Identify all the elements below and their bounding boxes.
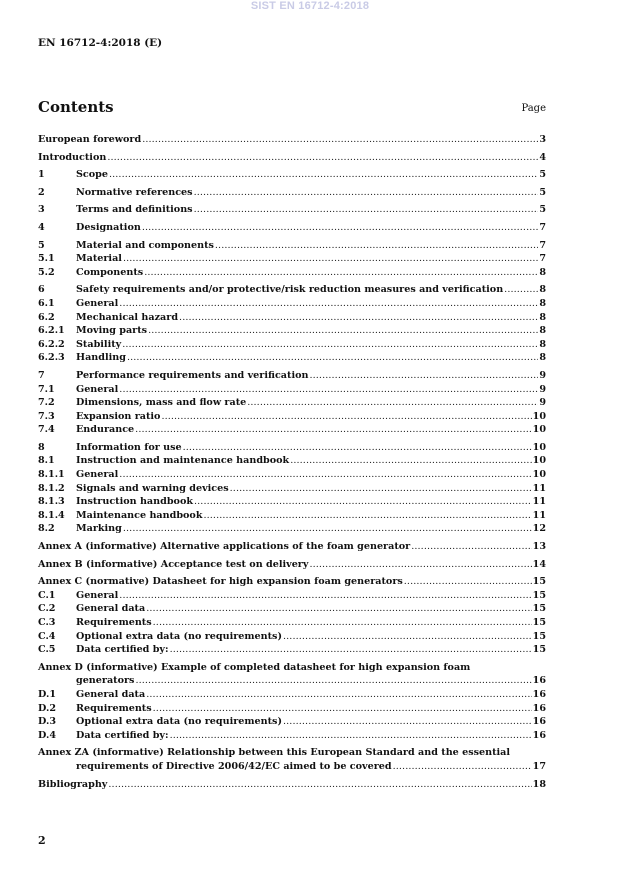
- toc-entry[interactable]: [38, 396, 546, 410]
- toc-entry-number: 7.1: [38, 383, 55, 395]
- toc-leader-dots: [146, 602, 531, 616]
- toc-entry-page: 14: [532, 558, 546, 570]
- toc-entry-title: Signals and warning devices: [76, 482, 229, 494]
- toc-entry-title: General data: [76, 688, 146, 700]
- toc-leader-dots: [144, 266, 538, 280]
- toc-leader-dots: [127, 351, 538, 365]
- toc-entry-number: 6.2: [38, 311, 55, 323]
- toc-leader-dots: [283, 715, 532, 729]
- toc-entry-title: Terms and definitions: [76, 204, 193, 216]
- toc-entry-number: 8.1.3: [38, 496, 65, 508]
- toc-entry-number: 6.2.3: [38, 352, 65, 364]
- toc-entry-title: Components: [76, 266, 144, 278]
- toc-entry[interactable]: [38, 297, 546, 311]
- table-of-contents: [38, 129, 546, 791]
- toc-leader-dots: [179, 311, 538, 325]
- toc-entry-number: 6: [38, 284, 45, 296]
- toc-entry-title: Maintenance handbook: [76, 509, 203, 521]
- toc-entry-page: 10: [532, 441, 546, 453]
- toc-entry-page: 17: [532, 760, 546, 772]
- toc-entry-page: 8: [539, 325, 546, 337]
- toc-entry-page: 8: [539, 338, 546, 350]
- toc-leader-dots: [309, 369, 538, 383]
- toc-leader-dots: [183, 441, 532, 455]
- toc-entry-number: 8.1.2: [38, 482, 65, 494]
- toc-entry[interactable]: [38, 575, 546, 589]
- toc-entry-number: C.5: [38, 644, 56, 656]
- toc-leader-dots: [122, 338, 538, 352]
- toc-leader-dots: [194, 186, 539, 200]
- toc-entry-number: 7.2: [38, 397, 55, 409]
- toc-entry-title: General: [76, 383, 119, 395]
- toc-entry-title: Instruction handbook: [76, 496, 193, 508]
- toc-entry-title: Annex B (informative) Acceptance test on delivery: [38, 558, 309, 570]
- toc-entry-title: Endurance: [76, 424, 135, 436]
- toc-leader-dots: [170, 643, 532, 657]
- watermark: SIST EN 16712-4:2018: [250, 0, 370, 12]
- toc-entry-title: Designation: [76, 221, 141, 233]
- toc-entry-page: 13: [532, 541, 546, 553]
- toc-entry[interactable]: [38, 630, 546, 644]
- toc-entry-title: Requirements: [76, 702, 152, 714]
- toc-entry-number: 7.3: [38, 410, 55, 422]
- toc-entry-number: C.1: [38, 589, 56, 601]
- toc-entry-title: Requirements: [76, 617, 152, 628]
- toc-entry-number: 6.2.1: [38, 325, 65, 337]
- toc-entry[interactable]: [38, 454, 546, 468]
- toc-entry-title: Mechanical hazard: [76, 311, 179, 323]
- toc-entry[interactable]: [38, 509, 546, 523]
- toc-entry-page: 7: [539, 253, 546, 265]
- toc-leader-dots: [135, 423, 531, 437]
- toc-leader-dots: [108, 778, 531, 792]
- toc-entry-number: 1: [38, 169, 45, 181]
- toc-leader-dots: [283, 630, 532, 644]
- toc-entry-annex-za-line1[interactable]: Annex ZA (informative) Relationship between this European Standard and the essential: [38, 747, 511, 759]
- toc-entry-page: 5: [539, 204, 546, 216]
- toc-entry-number: D.3: [38, 716, 56, 728]
- toc-leader-dots: [153, 702, 532, 716]
- toc-entry-page: 18: [532, 778, 546, 790]
- toc-leader-dots: [142, 221, 538, 235]
- toc-leader-dots: [194, 495, 532, 509]
- toc-entry-title: Normative references: [76, 186, 193, 198]
- toc-entry[interactable]: [38, 311, 546, 325]
- toc-entry[interactable]: [38, 495, 546, 509]
- toc-leader-dots: [142, 133, 538, 147]
- toc-leader-dots: [404, 575, 532, 589]
- toc-entry-title: General data: [76, 603, 146, 615]
- toc-entry[interactable]: [38, 283, 546, 297]
- toc-entry-page: 11: [532, 482, 546, 494]
- toc-entry-number: D.2: [38, 702, 56, 714]
- toc-leader-dots: [215, 239, 538, 253]
- toc-entry[interactable]: [38, 369, 546, 383]
- toc-entry[interactable]: [38, 558, 546, 572]
- toc-entry-title: General: [76, 469, 119, 481]
- toc-entry-title: Annex C (normative) Datasheet for high expansion foam generators: [38, 576, 403, 588]
- toc-entry[interactable]: [38, 589, 546, 603]
- toc-entry-title: Dimensions, mass and flow rate: [76, 397, 247, 409]
- toc-entry-number: 6.2.2: [38, 338, 65, 350]
- toc-entry-title: Safety requirements and/or protective/risk reduction measures and verification: [76, 284, 504, 296]
- toc-entry[interactable]: [38, 324, 546, 338]
- toc-leader-dots: [411, 540, 531, 554]
- toc-entry[interactable]: [38, 602, 546, 616]
- toc-entry-page: 10: [532, 424, 546, 436]
- toc-entry-page: 10: [532, 455, 546, 467]
- toc-leader-dots: [148, 324, 538, 338]
- toc-entry-title: Introduction: [38, 151, 107, 163]
- toc-entry-title: General: [76, 589, 119, 601]
- toc-entry[interactable]: [38, 616, 546, 630]
- toc-entry[interactable]: [38, 133, 546, 147]
- toc-entry[interactable]: [38, 338, 546, 352]
- toc-entry-title: Handling: [76, 352, 126, 364]
- toc-entry-page: 10: [532, 410, 546, 422]
- toc-entry-page: 7: [539, 221, 546, 233]
- toc-entry[interactable]: [38, 266, 546, 280]
- toc-entry[interactable]: [38, 351, 546, 365]
- document-id: EN 16712-4:2018 (E): [38, 37, 163, 49]
- toc-leader-dots: [393, 760, 532, 774]
- toc-leader-dots: [153, 616, 532, 630]
- toc-entry-title: Expansion ratio: [76, 410, 161, 422]
- toc-entry-page: 16: [532, 688, 546, 700]
- toc-entry-annex-d[interactable]: [38, 674, 546, 688]
- toc-entry-number: 8.1.1: [38, 469, 65, 481]
- toc-entry-annex-za[interactable]: [38, 760, 546, 774]
- toc-entry-page: 5: [539, 186, 546, 198]
- page-column-label: Page: [521, 103, 546, 114]
- toc-entry[interactable]: [38, 688, 546, 702]
- toc-entry-number: 6.1: [38, 297, 55, 309]
- toc-entry-bibliography[interactable]: [38, 778, 546, 792]
- toc-entry[interactable]: [38, 151, 546, 165]
- toc-entry-page: 9: [539, 383, 546, 395]
- toc-entry-title: Data certified by:: [76, 729, 169, 741]
- toc-entry-page: 15: [532, 644, 546, 656]
- toc-entry-page: 3: [539, 134, 546, 145]
- toc-entry-page: 15: [532, 576, 546, 588]
- toc-leader-dots: [123, 252, 538, 266]
- toc-leader-dots: [504, 283, 538, 297]
- toc-leader-dots: [194, 203, 539, 217]
- toc-leader-dots: [119, 468, 531, 482]
- toc-entry-page: 8: [539, 266, 546, 278]
- toc-entry-page: 16: [532, 702, 546, 714]
- toc-entry-page: 11: [532, 509, 546, 521]
- toc-entry-page: 16: [532, 675, 546, 687]
- toc-entry-page: 11: [532, 496, 546, 508]
- toc-entry-title: Data certified by:: [76, 644, 169, 656]
- toc-entry-title: Optional extra data (no requirements): [76, 716, 282, 728]
- toc-entry-page: 15: [532, 603, 546, 615]
- toc-entry-number: 5.2: [38, 266, 55, 278]
- toc-leader-dots: [119, 383, 538, 397]
- toc-entry-page: 10: [532, 469, 546, 481]
- toc-entry[interactable]: [38, 252, 546, 266]
- toc-leader-dots: [135, 674, 531, 688]
- toc-entry-page: 5: [539, 169, 546, 181]
- toc-entry-number: 8: [38, 441, 45, 453]
- toc-entry-page: 9: [539, 397, 546, 409]
- toc-entry[interactable]: [38, 239, 546, 253]
- toc-entry-title: generators: [76, 675, 135, 687]
- toc-entry-page: 16: [532, 729, 546, 741]
- toc-entry-title: Bibliography: [38, 778, 108, 790]
- toc-entry-number: 8.2: [38, 523, 55, 535]
- toc-entry[interactable]: [38, 643, 546, 657]
- toc-leader-dots: [109, 168, 538, 182]
- toc-leader-dots: [170, 729, 532, 743]
- toc-entry-number: 3: [38, 204, 45, 216]
- toc-entry-title: Information for use: [76, 441, 182, 453]
- toc-entry-number: 7: [38, 369, 45, 381]
- toc-entry[interactable]: [38, 203, 546, 217]
- toc-entry[interactable]: [38, 522, 546, 536]
- toc-entry-number: 2: [38, 186, 45, 198]
- toc-entry-number: D.4: [38, 729, 56, 741]
- toc-leader-dots: [161, 410, 531, 424]
- toc-entry-title: Marking: [76, 523, 122, 535]
- toc-entry-page: 7: [539, 239, 546, 251]
- toc-entry-page: 9: [539, 369, 546, 381]
- page-title: Contents: [38, 98, 114, 116]
- toc-entry-title: Moving parts: [76, 325, 148, 337]
- toc-entry-annex-d-line1[interactable]: Annex D (informative) Example of completed datasheet for high expansion foam: [38, 661, 471, 673]
- toc-entry-title: Material: [76, 253, 122, 265]
- toc-entry[interactable]: [38, 168, 546, 182]
- toc-entry-title: Material and components: [76, 239, 214, 251]
- toc-entry[interactable]: [38, 540, 546, 554]
- toc-entry[interactable]: [38, 410, 546, 424]
- toc-leader-dots: [247, 396, 538, 410]
- toc-entry-title: requirements of Directive 2006/42/EC aimed to be covered: [76, 760, 392, 772]
- toc-entry[interactable]: [38, 482, 546, 496]
- toc-entry-title: Scope: [76, 169, 108, 181]
- toc-leader-dots: [309, 558, 531, 572]
- toc-leader-dots: [290, 454, 531, 468]
- toc-entry-title: Optional extra data (no requirements): [76, 630, 282, 642]
- toc-entry[interactable]: [38, 383, 546, 397]
- toc-entry-number: C.3: [38, 617, 56, 628]
- toc-entry-title: Instruction and maintenance handbook: [76, 455, 290, 467]
- toc-leader-dots: [119, 297, 538, 311]
- toc-entry-page: 16: [532, 716, 546, 728]
- toc-leader-dots: [107, 151, 538, 165]
- toc-leader-dots: [123, 522, 532, 536]
- toc-entry[interactable]: [38, 702, 546, 716]
- toc-entry-title: European foreword: [38, 134, 142, 145]
- toc-leader-dots: [119, 589, 531, 603]
- toc-entry-page: 8: [539, 352, 546, 364]
- toc-entry[interactable]: [38, 186, 546, 200]
- toc-entry-number: C.4: [38, 630, 56, 642]
- toc-entry-title: Annex A (informative) Alternative applications of the foam generator: [38, 541, 411, 553]
- toc-entry-title: Stability: [76, 338, 122, 350]
- toc-entry-page: 8: [539, 311, 546, 323]
- toc-entry-number: 7.4: [38, 424, 55, 436]
- toc-entry[interactable]: [38, 221, 546, 235]
- toc-entry-page: 12: [532, 523, 546, 535]
- toc-entry[interactable]: [38, 729, 546, 743]
- toc-entry-page: 8: [539, 297, 546, 309]
- toc-entry-page: 15: [532, 630, 546, 642]
- toc-leader-dots: [146, 688, 531, 702]
- toc-entry-number: 8.1: [38, 455, 55, 467]
- toc-entry-number: 8.1.4: [38, 509, 65, 521]
- toc-entry[interactable]: [38, 468, 546, 482]
- toc-entry-number: 4: [38, 221, 45, 233]
- toc-entry[interactable]: [38, 423, 546, 437]
- toc-entry-title: Performance requirements and verification: [76, 369, 309, 381]
- toc-entry-title: General: [76, 297, 119, 309]
- toc-leader-dots: [230, 482, 532, 496]
- footer-page-number: 2: [38, 834, 46, 847]
- toc-entry[interactable]: [38, 715, 546, 729]
- toc-leader-dots: [203, 509, 531, 523]
- toc-entry-number: D.1: [38, 688, 56, 700]
- toc-entry-page: 15: [532, 589, 546, 601]
- toc-entry-page: 8: [539, 284, 546, 296]
- toc-entry-page: 15: [532, 617, 546, 628]
- toc-entry[interactable]: [38, 441, 546, 455]
- toc-entry-number: C.2: [38, 603, 56, 615]
- toc-entry-page: 4: [539, 151, 546, 163]
- toc-entry-number: 5: [38, 239, 45, 251]
- toc-entry-number: 5.1: [38, 253, 55, 265]
